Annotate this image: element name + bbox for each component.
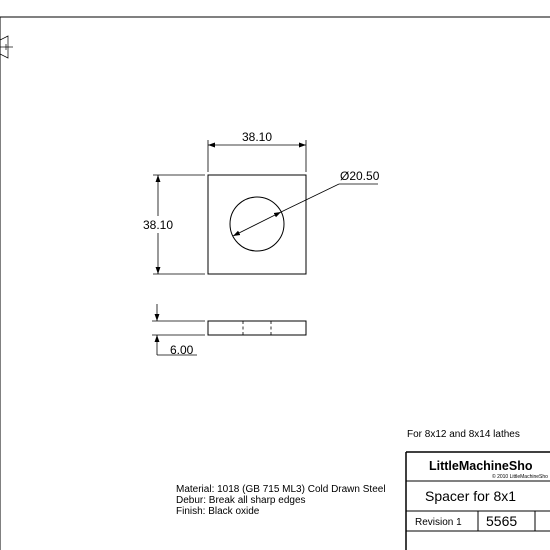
hole-dimension-label: Ø20.50 <box>340 169 380 183</box>
spacer-side-outline <box>208 321 306 335</box>
finish-note: Finish: Black oxide <box>176 506 260 517</box>
spacer-outline <box>208 175 306 274</box>
width-dimension-label: 38.10 <box>241 130 273 144</box>
revision-label: Revision 1 <box>415 517 462 528</box>
company-name: LittleMachineSho <box>429 459 533 473</box>
debur-note: Debur: Break all sharp edges <box>176 495 306 506</box>
side-view <box>152 304 306 357</box>
part-title: Spacer for 8x1 <box>425 488 517 504</box>
hole-dimension-line <box>233 212 281 236</box>
top-view <box>143 130 380 274</box>
height-dimension-label: 38.10 <box>142 218 174 232</box>
hole-leader-line <box>281 184 339 212</box>
projection-symbol-icon <box>0 36 13 58</box>
part-number: 5565 <box>486 513 518 529</box>
material-note: Material: 1018 (GB 715 ML3) Cold Drawn Steel <box>176 484 386 495</box>
copyright-notice: © 2010 LittleMachineSho <box>492 474 548 480</box>
lathe-note: For 8x12 and 8x14 lathes <box>407 429 520 440</box>
thickness-dimension-label: 6.00 <box>170 343 194 357</box>
